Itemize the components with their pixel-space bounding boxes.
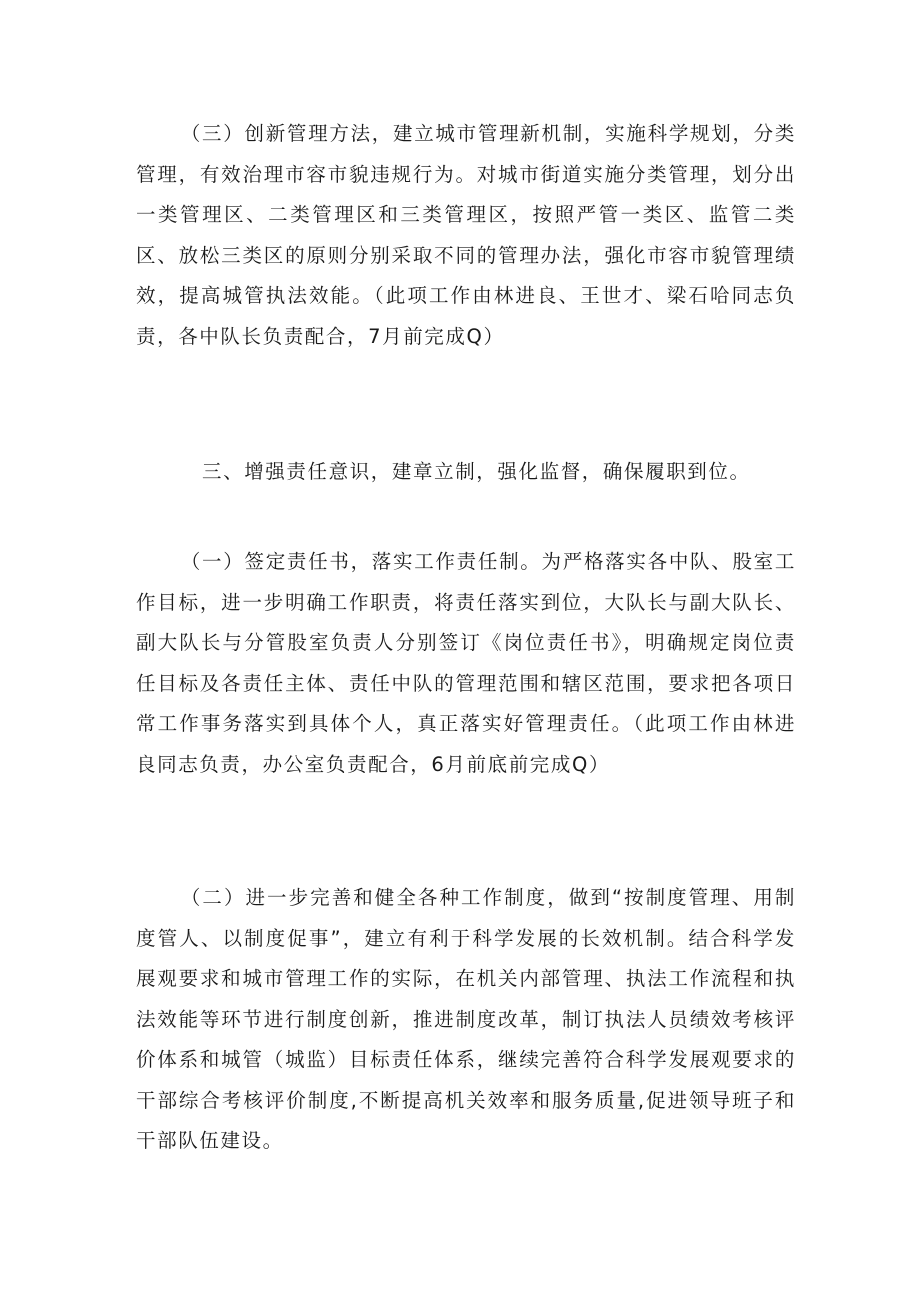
- paragraph-section-2-item-3: （三）创新管理方法，建立城市管理新机制，实施科学规划，分类管理，有效治理市容市貌违规行为。对城市街道实施分类管理，划分出一类管理区、二类管理区和三类管理区，按照严管一类区、监管二类区、放松三类区的原则分别采取不同的管理办法，强化市容市貌管理绩效，提高城管执法效能。（此项工作由林进良、王世才、梁石哈同志负责，各中队长负责配合，7月前完成Q）: [136, 122, 796, 348]
- paragraph-section-3-item-2: （二）进一步完善和健全各种工作制度，做到“按制度管理、用制度管人、以制度促事”，建立有利于科学发展的长效机制。结合科学发展观要求和城市管理工作的实际，在机关内部管理、执法工作流程和执法效能等环节进行制度创新，推进制度改革，制订执法人员绩效考核评价体系和城管（城监）目标责任体系，继续完善符合科学发展观要求的干部综合考核评价制度,不断提高机关效率和服务质量,促进领导班子和干部队伍建设。: [136, 886, 796, 1152]
- section-3-heading: 三、增强责任意识，建章立制，强化监督，确保履职到位。: [202, 460, 751, 483]
- paragraph-section-3-item-1: （一）签定责任书，落实工作责任制。为严格落实各中队、股室工作目标，进一步明确工作职责，将责任落实到位，大队长与副大队长、副大队长与分管股室负责人分别签订《岗位责任书》，明确规定岗位责任目标及各责任主体、责任中队的管理范围和辖区范围，要求把各项日常工作事务落实到具体个人，真正落实好管理责任。（此项工作由林进良同志负责，办公室负责配合，6月前底前完成Q）: [136, 550, 796, 776]
